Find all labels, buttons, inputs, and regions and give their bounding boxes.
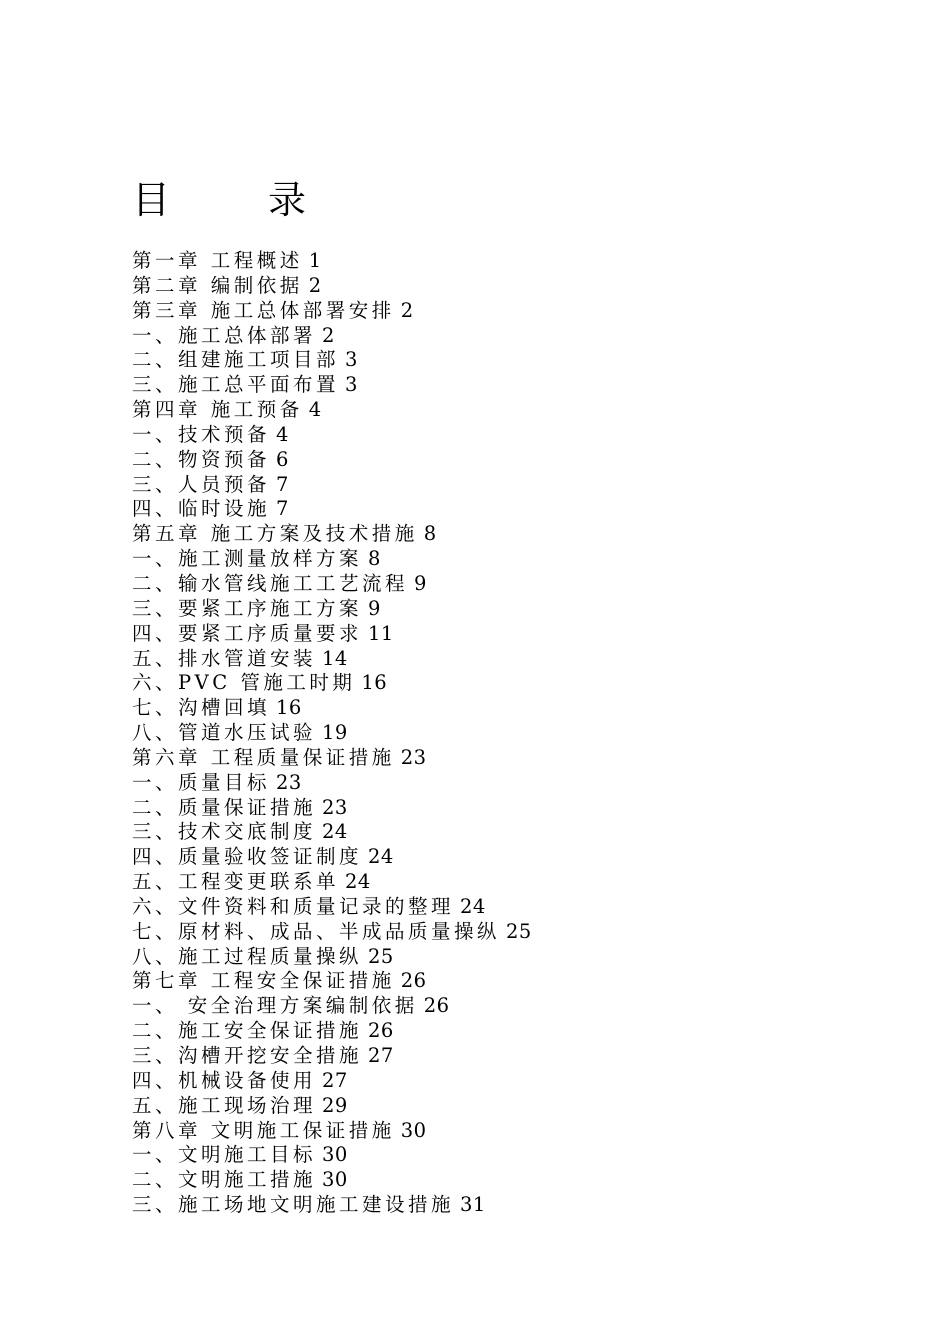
toc-entry: [132, 796, 532, 821]
toc-entry: [132, 473, 532, 498]
toc-entry: [132, 497, 532, 522]
toc-entry: [132, 373, 532, 398]
toc-entry-label: 三、沟槽开挖安全措施: [132, 1044, 363, 1067]
toc-entry-label: 二、文明施工措施: [132, 1168, 317, 1192]
toc-entry-label: 六、PVC 管施工时期: [132, 671, 356, 695]
toc-entry: [132, 547, 532, 572]
toc-entry-label: 三、技术交底制度: [132, 820, 317, 844]
toc-entry-label: 一、施工总体部署: [132, 323, 317, 347]
toc-entry-label: 五、施工现场治理: [132, 1093, 317, 1117]
toc-entry-page-number: 3: [345, 348, 358, 372]
toc-entry-page-number: 30: [322, 1168, 348, 1192]
toc-entry-page-number: 24: [460, 894, 486, 918]
toc-entry-label: 八、施工过程质量操纵: [132, 944, 363, 968]
toc-entry-label: 三、施工场地文明施工建设措施: [132, 1193, 455, 1217]
toc-entry: [132, 1094, 532, 1119]
toc-entry-page-number: 6: [276, 447, 289, 471]
toc-entry-label: 六、文件资料和质量记录的整理: [132, 894, 455, 918]
toc-entry-page-number: 1: [308, 249, 322, 272]
toc-entry: [132, 522, 532, 547]
toc-entry-page-number: 9: [414, 571, 427, 595]
toc-entry-page-number: 8: [368, 547, 381, 571]
toc-entry-label: 第三章 施工总体部署安排: [132, 298, 395, 322]
toc-entry: [132, 423, 532, 448]
table-of-contents: [132, 249, 532, 1218]
toc-entry-label: 七、原材料、成品、半成品质量操纵: [132, 919, 501, 943]
toc-entry-page-number: 19: [322, 721, 348, 745]
toc-entry: [132, 870, 532, 895]
toc-entry: [132, 1168, 532, 1193]
toc-entry-page-number: 3: [345, 373, 358, 397]
toc-entry-label: 二、质量保证措施: [132, 795, 317, 819]
toc-entry: [132, 348, 532, 373]
toc-entry-page-number: 26: [368, 1019, 394, 1043]
toc-entry-label: 第五章 施工方案及技术措施: [132, 522, 418, 546]
toc-entry-page-number: 24: [368, 845, 394, 869]
toc-entry: [132, 895, 532, 920]
toc-entry-page-number: 2: [308, 273, 322, 297]
toc-entry: [132, 845, 532, 870]
toc-entry: [132, 1044, 532, 1069]
toc-entry-page-number: 4: [276, 422, 289, 446]
toc-entry: [132, 920, 532, 945]
toc-entry-label: 二、组建施工项目部: [132, 348, 340, 372]
toc-entry: [132, 448, 532, 473]
toc-entry-label: 第七章 工程安全保证措施: [132, 969, 395, 993]
toc-entry-page-number: 8: [423, 522, 437, 546]
toc-entry-label: 四、机械设备使用: [132, 1068, 317, 1092]
toc-entry-page-number: 16: [276, 696, 302, 720]
toc-entry: [132, 696, 532, 721]
toc-entry: [132, 299, 532, 324]
toc-entry-page-number: 23: [400, 745, 427, 769]
toc-entry-label: 二、输水管线施工工艺流程: [132, 571, 409, 595]
toc-entry-label: 四、质量验收签证制度: [132, 845, 363, 869]
toc-entry-label: 七、沟槽回填: [132, 696, 271, 720]
toc-entry-page-number: 27: [368, 1044, 394, 1067]
toc-entry: [132, 721, 532, 746]
toc-entry-label: 五、排水管道安装: [132, 646, 317, 670]
toc-entry-label: 一、 安全治理方案编制依据: [132, 994, 418, 1018]
toc-entry-page-number: 26: [400, 969, 427, 993]
toc-entry-label: 四、要紧工序质量要求: [132, 621, 363, 645]
toc-entry-page-number: 14: [322, 646, 348, 670]
toc-entry-label: 三、人员预备: [132, 472, 271, 496]
toc-entry: [132, 597, 532, 622]
toc-entry: [132, 969, 532, 994]
toc-entry-label: 一、文明施工目标: [132, 1143, 317, 1167]
toc-entry: [132, 945, 532, 970]
toc-title: 目 录: [132, 178, 337, 222]
toc-entry-page-number: 29: [322, 1093, 348, 1117]
toc-entry: [132, 1119, 532, 1144]
toc-entry: [132, 994, 532, 1019]
toc-entry-page-number: 30: [400, 1118, 427, 1142]
toc-entry-page-number: 4: [308, 398, 322, 422]
toc-entry-page-number: 23: [322, 795, 348, 819]
toc-entry-label: 八、管道水压试验: [132, 721, 317, 745]
toc-entry-page-number: 30: [322, 1143, 348, 1167]
toc-entry-page-number: 24: [322, 820, 348, 844]
toc-entry-page-number: 25: [506, 919, 532, 943]
toc-entry-label: 第六章 工程质量保证措施: [132, 745, 395, 769]
toc-entry: [132, 820, 532, 845]
toc-entry: [132, 1193, 532, 1218]
toc-entry: [132, 249, 532, 274]
toc-entry-label: 四、临时设施: [132, 497, 271, 521]
toc-entry-label: 一、施工测量放样方案: [132, 547, 363, 571]
toc-entry: [132, 1143, 532, 1168]
toc-entry-page-number: 2: [400, 298, 414, 322]
toc-entry-page-number: 2: [322, 323, 335, 347]
toc-entry-page-number: 27: [322, 1068, 348, 1092]
toc-entry-page-number: 9: [368, 596, 381, 620]
toc-entry: [132, 746, 532, 771]
toc-entry-label: 第一章 工程概述: [132, 249, 303, 272]
toc-entry: [132, 324, 532, 349]
toc-entry-page-number: 23: [276, 770, 302, 794]
toc-entry-page-number: 26: [423, 994, 450, 1018]
toc-entry: [132, 1019, 532, 1044]
toc-entry: [132, 647, 532, 672]
toc-entry-label: 第四章 施工预备: [132, 398, 303, 422]
toc-entry-page-number: 25: [368, 944, 394, 968]
toc-entry-page-number: 16: [361, 671, 388, 695]
toc-entry-page-number: 11: [368, 621, 394, 645]
toc-entry-label: 第二章 编制依据: [132, 273, 303, 297]
toc-entry: [132, 622, 532, 647]
toc-entry-page-number: 7: [276, 497, 289, 521]
toc-entry-label: 一、质量目标: [132, 770, 271, 794]
toc-entry-label: 三、要紧工序施工方案: [132, 596, 363, 620]
toc-entry: [132, 771, 532, 796]
toc-entry-label: 三、施工总平面布置: [132, 373, 340, 397]
toc-entry: [132, 1069, 532, 1094]
toc-entry-page-number: 24: [345, 870, 371, 894]
toc-entry: [132, 398, 532, 423]
toc-entry-label: 第八章 文明施工保证措施: [132, 1118, 395, 1142]
toc-entry-page-number: 7: [276, 472, 289, 496]
toc-entry-page-number: 31: [460, 1193, 486, 1217]
toc-entry-label: 二、施工安全保证措施: [132, 1019, 363, 1043]
toc-entry-label: 二、物资预备: [132, 447, 271, 471]
toc-entry: [132, 572, 532, 597]
toc-entry-label: 一、技术预备: [132, 422, 271, 446]
toc-entry: [132, 274, 532, 299]
toc-entry-label: 五、工程变更联系单: [132, 870, 340, 894]
toc-entry: [132, 671, 532, 696]
